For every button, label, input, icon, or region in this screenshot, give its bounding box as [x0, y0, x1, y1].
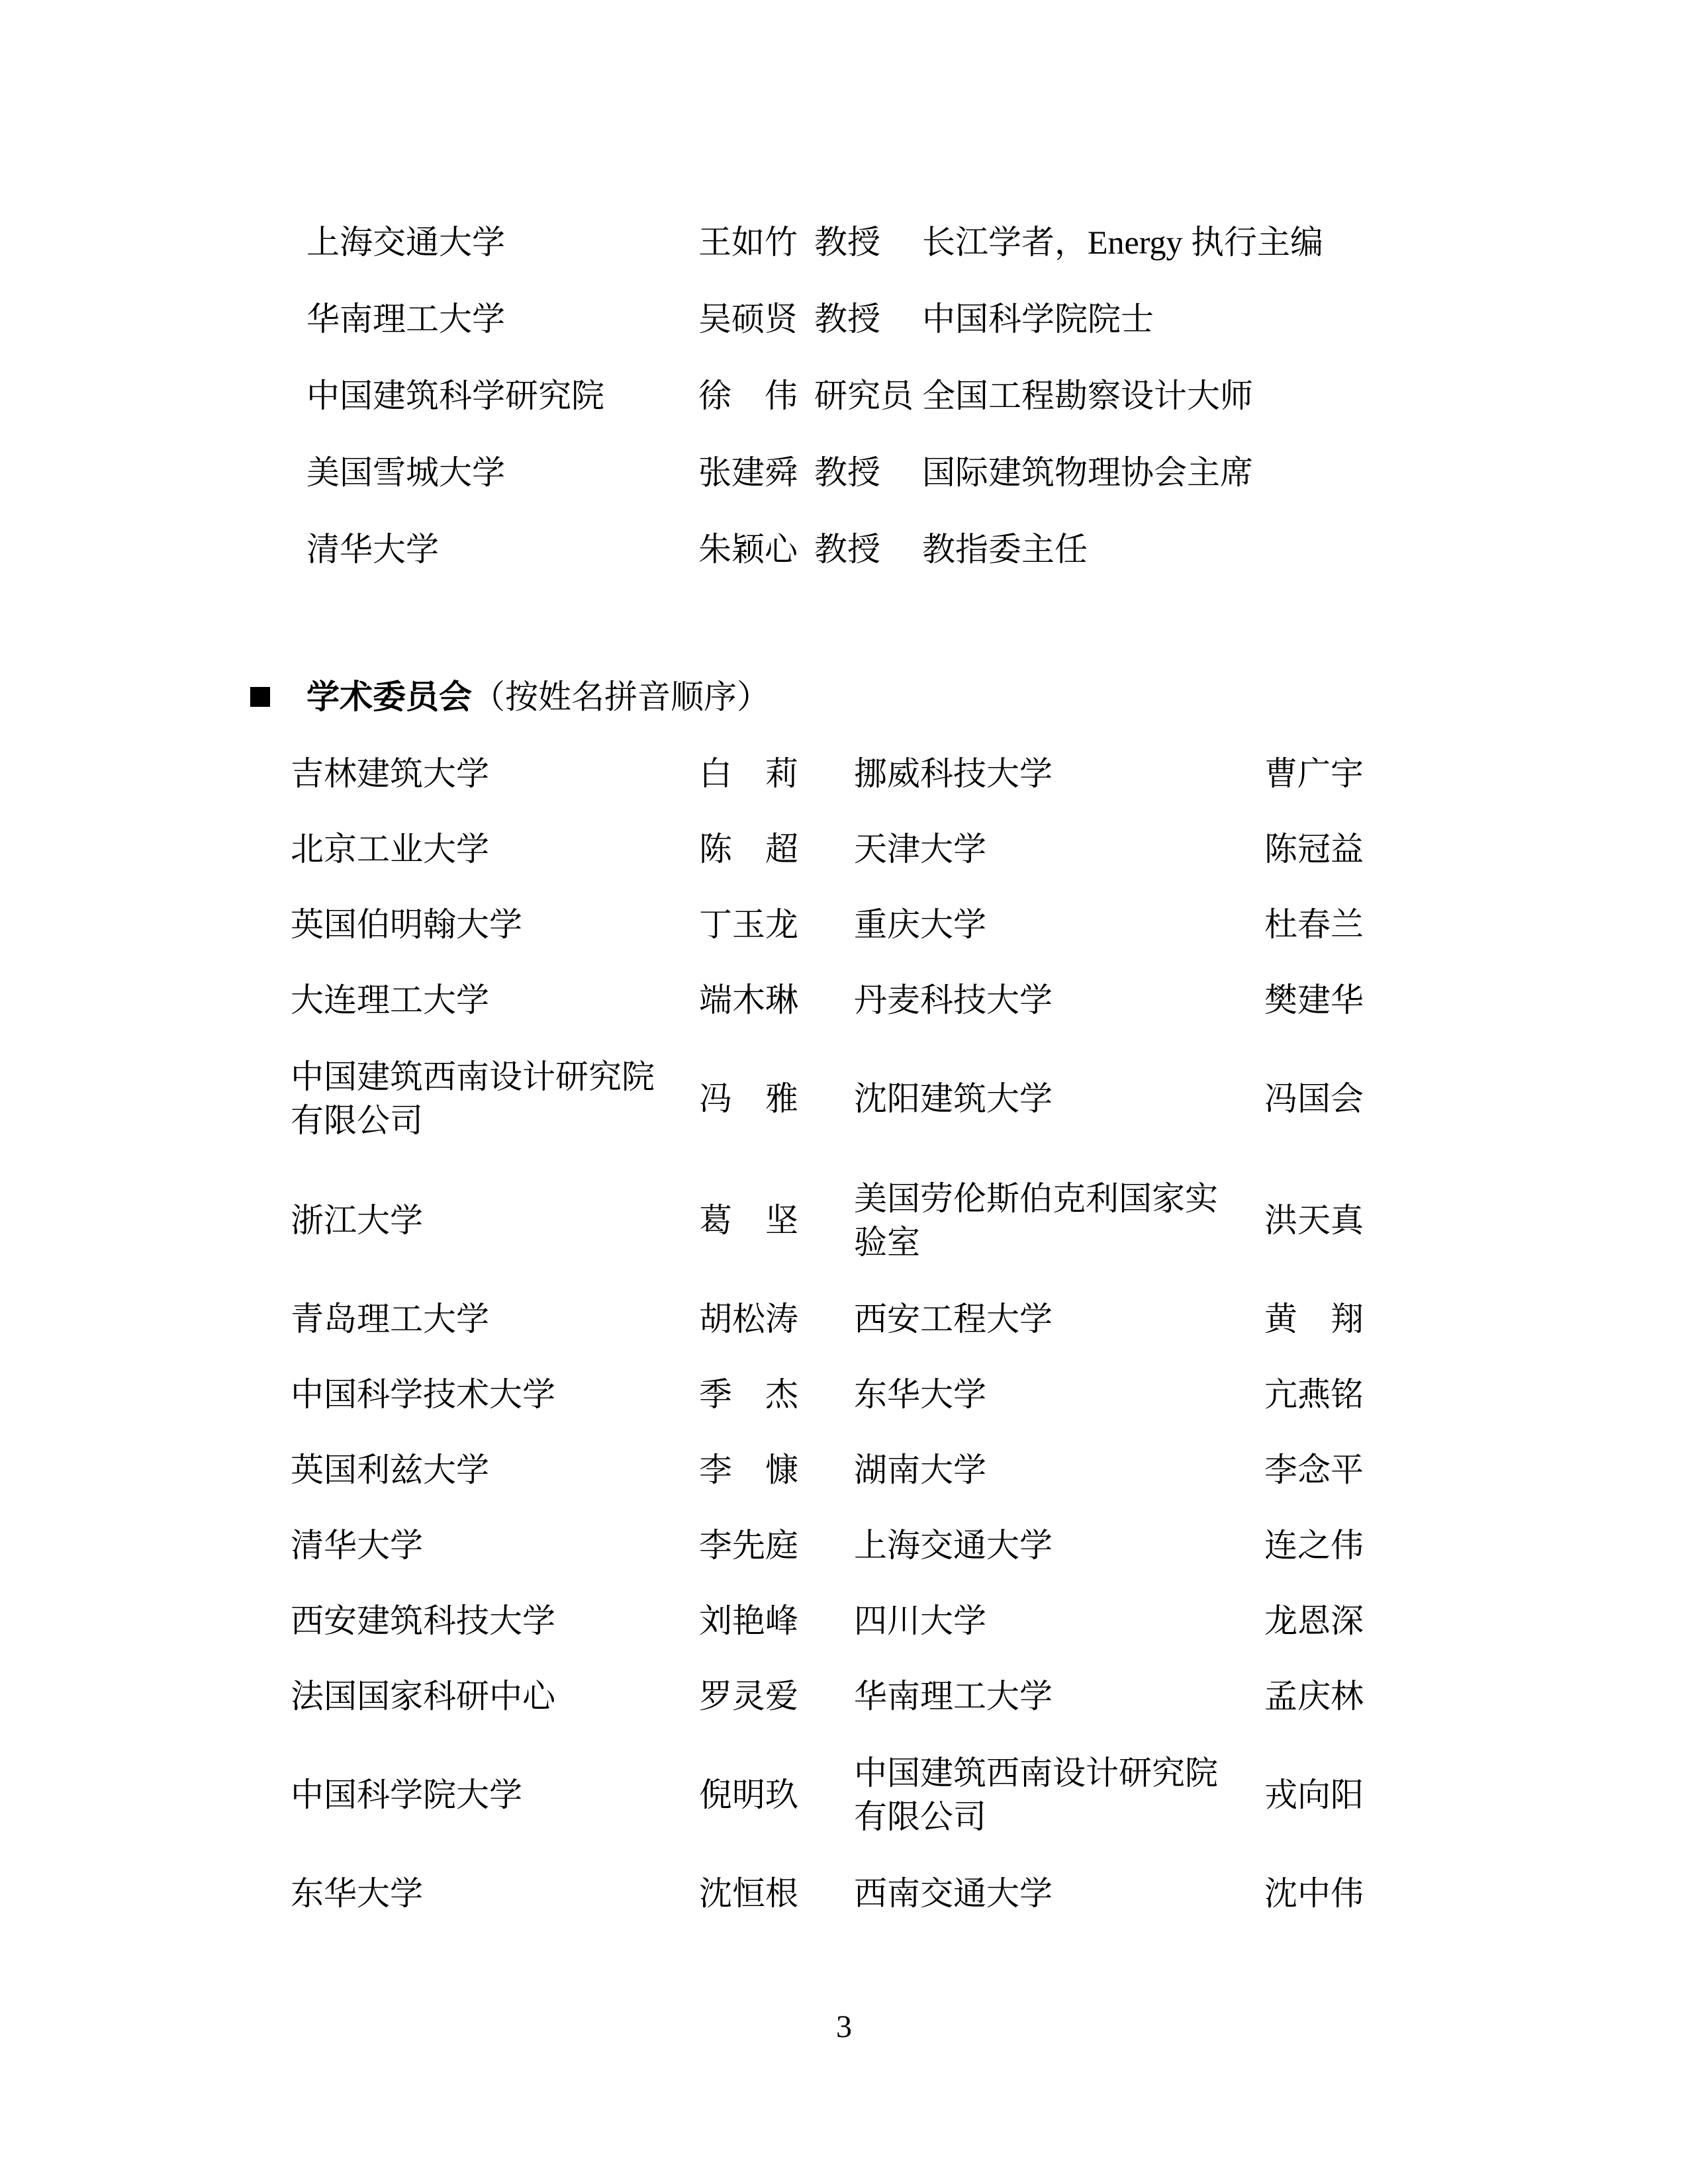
cell-institution-right: 华南理工大学 [854, 1678, 1053, 1715]
square-bullet-icon [250, 687, 270, 707]
officer-row [306, 434, 1323, 511]
cell-name-right: 连之伟 [1264, 1527, 1364, 1564]
cell-institution-left: 中国科学院大学 [291, 1776, 522, 1813]
cell-institution-left: 英国伯明翰大学 [291, 906, 522, 943]
committee-row [291, 1508, 1399, 1583]
cell-name-left: 胡松涛 [699, 1300, 798, 1338]
cell-name-right: 冯国会 [1264, 1080, 1364, 1117]
committee-row [291, 1432, 1399, 1508]
officer-institution: 上海交通大学 [306, 224, 505, 261]
cell-institution-left: 浙江大学 [291, 1202, 423, 1239]
cell-institution-right: 湖南大学 [854, 1451, 986, 1488]
cell-institution-left: 中国科学技术大学 [291, 1376, 555, 1413]
committee-row [291, 1038, 1399, 1160]
cell-name-right: 亢燕铭 [1264, 1376, 1364, 1413]
cell-institution-left: 英国利兹大学 [291, 1451, 489, 1488]
officer-row [306, 281, 1323, 357]
officer-name: 张建舜 [698, 454, 798, 491]
committee-row [291, 1659, 1399, 1734]
cell-name-right: 黄 翔 [1264, 1300, 1364, 1338]
cell-name-left: 陈 超 [699, 831, 798, 868]
officer-note: 教指委主任 [922, 531, 1088, 568]
cell-institution-left: 清华大学 [291, 1527, 423, 1564]
cell-name-right: 曹广宇 [1264, 755, 1364, 792]
officer-row [306, 357, 1323, 434]
section-subtitle: （按姓名拼音顺序） [472, 678, 770, 715]
officer-institution: 美国雪城大学 [306, 454, 505, 491]
cell-institution-left: 中国建筑西南设计研究院有限公司 [291, 1058, 655, 1139]
cell-institution-right: 挪威科技大学 [854, 755, 1053, 792]
cell-name-left: 倪明玖 [699, 1776, 798, 1813]
officer-name: 朱颖心 [698, 531, 798, 568]
officer-title: 研究员 [814, 377, 914, 414]
cell-name-left: 端木琳 [699, 981, 798, 1019]
committee-row [291, 1734, 1399, 1856]
committee-row [291, 887, 1399, 962]
officer-name: 吴硕贤 [698, 300, 798, 338]
section-title: 学术委员会 [306, 678, 472, 715]
cell-name-right: 李念平 [1264, 1451, 1364, 1488]
cell-name-right: 樊建华 [1264, 981, 1364, 1019]
officer-title: 教授 [814, 224, 880, 261]
officer-name: 徐 伟 [698, 377, 798, 414]
cell-institution-right: 沈阳建筑大学 [854, 1080, 1053, 1117]
cell-name-right: 陈冠益 [1264, 831, 1364, 868]
committee-row [291, 1583, 1399, 1659]
cell-name-left: 季 杰 [699, 1376, 798, 1413]
cell-name-left: 葛 坚 [699, 1202, 798, 1239]
cell-name-right: 杜春兰 [1264, 906, 1364, 943]
cell-name-right: 沈中伟 [1264, 1875, 1364, 1912]
officer-row [306, 511, 1323, 588]
cell-name-left: 刘艳峰 [699, 1602, 798, 1639]
cell-institution-right: 中国建筑西南设计研究院有限公司 [854, 1754, 1218, 1835]
cell-institution-left: 北京工业大学 [291, 831, 489, 868]
cell-name-left: 罗灵爱 [699, 1678, 798, 1715]
officer-list [306, 204, 1323, 588]
cell-name-right: 孟庆林 [1264, 1678, 1364, 1715]
committee-row [291, 736, 1399, 811]
officer-name: 王如竹 [698, 224, 798, 261]
cell-name-left: 李先庭 [699, 1527, 798, 1564]
cell-institution-right: 丹麦科技大学 [854, 981, 1053, 1019]
officer-title: 教授 [814, 531, 880, 568]
cell-name-left: 沈恒根 [699, 1875, 798, 1912]
officer-institution: 清华大学 [306, 531, 439, 568]
officer-row [306, 204, 1323, 281]
cell-name-right: 戎向阳 [1264, 1776, 1364, 1813]
committee-row [291, 1281, 1399, 1357]
committee-row [291, 1357, 1399, 1432]
cell-institution-right: 西安工程大学 [854, 1300, 1053, 1338]
officer-title: 教授 [814, 454, 880, 491]
cell-institution-right: 美国劳伦斯伯克利国家实验室 [854, 1180, 1218, 1261]
cell-institution-right: 重庆大学 [854, 906, 986, 943]
cell-institution-left: 法国国家科研中心 [291, 1678, 555, 1715]
cell-institution-left: 西安建筑科技大学 [291, 1602, 555, 1639]
officer-note: 中国科学院院士 [922, 300, 1154, 338]
officer-title: 教授 [814, 300, 880, 338]
cell-institution-left: 东华大学 [291, 1875, 423, 1912]
cell-institution-left: 大连理工大学 [291, 981, 489, 1019]
cell-institution-right: 上海交通大学 [854, 1527, 1053, 1564]
cell-name-left: 李 慷 [699, 1451, 798, 1488]
cell-institution-left: 青岛理工大学 [291, 1300, 489, 1338]
officer-note: 全国工程勘察设计大师 [922, 377, 1253, 414]
cell-name-left: 冯 雅 [699, 1080, 798, 1117]
page-number: 3 [836, 2009, 852, 2044]
section-header [250, 675, 770, 719]
committee-row [291, 962, 1399, 1038]
officer-note: 国际建筑物理协会主席 [922, 454, 1253, 491]
committee-row [291, 1160, 1399, 1281]
committee-row [291, 1856, 1399, 1931]
committee-table [291, 736, 1399, 1931]
cell-institution-left: 吉林建筑大学 [291, 755, 489, 792]
cell-institution-right: 东华大学 [854, 1376, 986, 1413]
officer-institution: 华南理工大学 [306, 300, 505, 338]
committee-row [291, 811, 1399, 887]
cell-name-right: 龙恩深 [1264, 1602, 1364, 1639]
cell-name-left: 白 莉 [699, 755, 798, 792]
cell-name-right: 洪天真 [1264, 1202, 1364, 1239]
officer-note: 长江学者，Energy 执行主编 [922, 224, 1323, 261]
officer-institution: 中国建筑科学研究院 [306, 377, 604, 414]
cell-institution-right: 天津大学 [854, 831, 986, 868]
cell-institution-right: 四川大学 [854, 1602, 986, 1639]
cell-institution-right: 西南交通大学 [854, 1875, 1053, 1912]
cell-name-left: 丁玉龙 [699, 906, 798, 943]
